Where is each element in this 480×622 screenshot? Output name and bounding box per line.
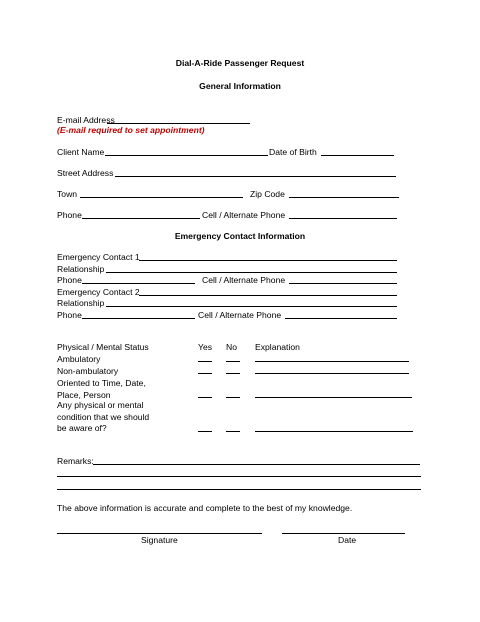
- street-address-field[interactable]: [115, 176, 396, 177]
- remarks-line-2[interactable]: [57, 476, 421, 477]
- signature-field[interactable]: [57, 533, 262, 534]
- non-ambulatory-explanation-field[interactable]: [255, 373, 409, 374]
- town-label: Town: [57, 189, 78, 199]
- email-field[interactable]: [107, 123, 250, 124]
- date-label: Date: [338, 535, 357, 545]
- relationship-2-label: Relationship: [57, 298, 105, 308]
- status-row-label: Any physical or mental condition that we should be aware of?: [57, 400, 150, 433]
- email-label: E-mail Address: [57, 115, 115, 125]
- oriented-no-field[interactable]: [226, 397, 240, 398]
- email-required-note: (E-mail required to set appointment): [57, 125, 205, 135]
- remarks-line-3[interactable]: [57, 489, 421, 490]
- status-row-label: Oriented to Time, Date, Place, Person: [57, 378, 146, 400]
- section-general-heading: General Information: [199, 81, 281, 91]
- form-title: Dial-A-Ride Passenger Request: [175, 58, 305, 68]
- explanation-column-label: Explanation: [255, 342, 300, 352]
- emergency-cell-1-field[interactable]: [289, 283, 397, 284]
- status-row-label: Non-ambulatory: [57, 366, 119, 376]
- non-ambulatory-yes-field[interactable]: [198, 373, 212, 374]
- ambulatory-yes-field[interactable]: [198, 361, 212, 362]
- accuracy-statement: The above information is accurate and complete to the best of my knowledge.: [57, 503, 353, 513]
- emergency-cell-2-field[interactable]: [285, 318, 397, 319]
- status-row-label: Ambulatory: [57, 354, 101, 364]
- zip-label: Zip Code: [250, 189, 285, 199]
- condition-yes-field[interactable]: [198, 431, 212, 432]
- condition-no-field[interactable]: [226, 431, 240, 432]
- phone-label: Phone: [57, 210, 82, 220]
- cell-phone-label: Cell / Alternate Phone: [202, 210, 286, 220]
- zip-field[interactable]: [289, 197, 399, 198]
- ambulatory-no-field[interactable]: [226, 361, 240, 362]
- date-field[interactable]: [282, 533, 405, 534]
- client-name-label: Client Name: [57, 147, 105, 157]
- remarks-label: Remarks:: [57, 456, 94, 466]
- dob-field[interactable]: [321, 155, 394, 156]
- emergency-phone-2-field[interactable]: [82, 318, 195, 319]
- emergency-phone-2-label: Phone: [57, 310, 82, 320]
- phone-field[interactable]: [82, 218, 200, 219]
- dob-label: Date of Birth: [269, 147, 317, 157]
- ambulatory-explanation-field[interactable]: [255, 361, 409, 362]
- emergency-phone-1-label: Phone: [57, 275, 82, 285]
- section-emergency-heading: Emergency Contact Information: [174, 231, 306, 241]
- no-column-label: No: [226, 342, 237, 352]
- relationship-1-label: Relationship: [57, 264, 105, 274]
- emergency-contact-1-field[interactable]: [139, 260, 397, 261]
- emergency-contact-2-label: Emergency Contact 2: [57, 287, 140, 297]
- signature-label: Signature: [141, 535, 178, 545]
- non-ambulatory-no-field[interactable]: [226, 373, 240, 374]
- oriented-yes-field[interactable]: [198, 397, 212, 398]
- emergency-phone-1-field[interactable]: [82, 283, 195, 284]
- emergency-contact-1-label: Emergency Contact 1: [57, 252, 140, 262]
- oriented-explanation-field[interactable]: [255, 397, 412, 398]
- emergency-cell-2-label: Cell / Alternate Phone: [198, 310, 282, 320]
- town-field[interactable]: [80, 197, 243, 198]
- condition-explanation-field[interactable]: [255, 431, 413, 432]
- yes-column-label: Yes: [198, 342, 213, 352]
- client-name-field[interactable]: [105, 155, 268, 156]
- status-header-label: Physical / Mental Status: [57, 342, 149, 352]
- relationship-1-field[interactable]: [106, 272, 397, 273]
- street-address-label: Street Address: [57, 168, 114, 178]
- emergency-contact-2-field[interactable]: [139, 295, 397, 296]
- remarks-line-1[interactable]: [93, 464, 420, 465]
- relationship-2-field[interactable]: [106, 306, 397, 307]
- emergency-cell-1-label: Cell / Alternate Phone: [202, 275, 286, 285]
- cell-phone-field[interactable]: [289, 218, 397, 219]
